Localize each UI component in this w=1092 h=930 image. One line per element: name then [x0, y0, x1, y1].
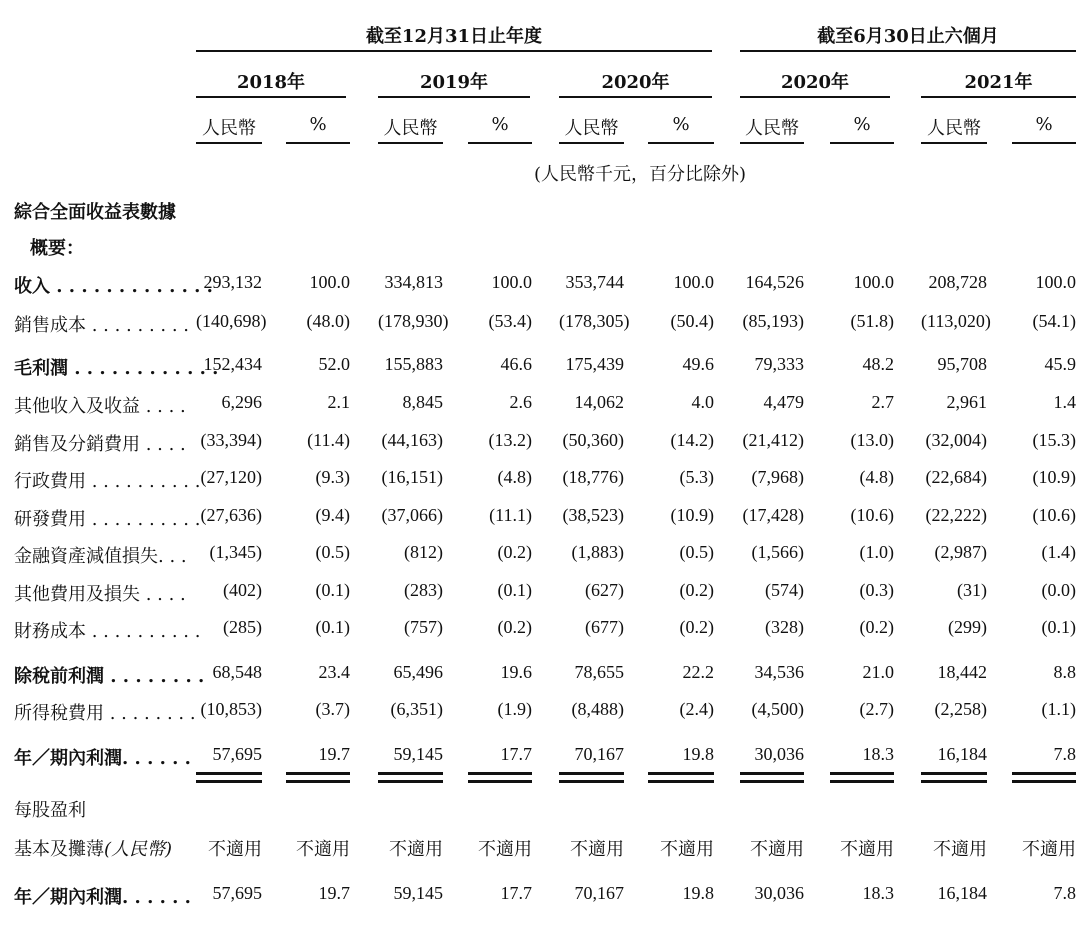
cell-value: (1.1) — [1041, 699, 1076, 719]
cell-value: 18.3 — [862, 744, 894, 764]
year-header-2018: 2018年 — [236, 72, 306, 93]
cell-value: (9.4) — [315, 505, 350, 525]
cell-value: 57,695 — [212, 883, 262, 903]
cell-value: (0.0) — [1041, 580, 1076, 600]
cell-value: 46.6 — [500, 354, 532, 374]
col-header-rmb: 人民幣 — [745, 118, 799, 139]
cell-value: (3.7) — [315, 699, 350, 719]
double-underline — [378, 780, 443, 783]
double-underline — [921, 772, 987, 775]
year-header-2019: 2019年 — [419, 72, 489, 93]
cell-value: (2,258) — [934, 699, 987, 719]
double-underline — [1012, 780, 1076, 783]
cell-value: 17.7 — [500, 744, 532, 764]
cell-value: (0.5) — [315, 542, 350, 562]
col-header-rmb: 人民幣 — [927, 118, 981, 139]
cell-value: (4.8) — [497, 467, 532, 487]
double-underline — [468, 772, 532, 775]
cell-value: 100.0 — [491, 272, 532, 292]
cell-value: (574) — [765, 580, 804, 600]
cell-value: 不適用 — [933, 839, 987, 860]
cell-value: (2.4) — [679, 699, 714, 719]
cell-value: 334,813 — [384, 272, 443, 292]
row-label: 收入 . . . . . . . . . . . . . — [14, 276, 213, 297]
cell-value: (50,360) — [562, 430, 624, 450]
cell-value: (1.4) — [1041, 542, 1076, 562]
cell-value: (8,488) — [571, 699, 624, 719]
cell-value: 353,744 — [565, 272, 624, 292]
cell-value: 4.0 — [691, 392, 714, 412]
unit-note: (人民幣千元，百分比除外) — [533, 164, 747, 185]
cell-value: 70,167 — [574, 883, 624, 903]
year-header-2021-half: 2021年 — [964, 72, 1033, 93]
double-underline — [468, 780, 532, 783]
cell-value: (1,345) — [209, 542, 262, 562]
cell-value: (757) — [404, 617, 443, 637]
cell-value: (13.2) — [488, 430, 532, 450]
cell-value: (10.9) — [670, 505, 714, 525]
cell-value: (11.1) — [489, 505, 532, 525]
cell-value: (11.4) — [307, 430, 350, 450]
row-label: 銷售成本 . . . . . . . . . — [14, 315, 189, 336]
cell-value: (5.3) — [679, 467, 714, 487]
double-underline — [830, 780, 894, 783]
cell-value: (32,004) — [925, 430, 987, 450]
cell-value: (22,222) — [925, 505, 987, 525]
cell-value: (0.2) — [679, 580, 714, 600]
cell-value: (1,883) — [571, 542, 624, 562]
cell-value: 79,333 — [754, 354, 804, 374]
cell-value: (677) — [585, 617, 624, 637]
cell-value: (31) — [957, 580, 987, 600]
col-header-rmb: 人民幣 — [564, 118, 619, 139]
cell-value: (9.3) — [315, 467, 350, 487]
cell-value: (85,193) — [742, 311, 804, 331]
row-label: 毛利潤 . . . . . . . . . . . . — [14, 358, 219, 379]
row-label: 銷售及分銷費用 . . . . — [14, 434, 186, 455]
cell-value: 不適用 — [208, 839, 262, 860]
cell-value: (0.1) — [315, 617, 350, 637]
cell-value: 34,536 — [754, 662, 804, 682]
cell-value: 155,883 — [384, 354, 443, 374]
cell-value: 48.2 — [862, 354, 894, 374]
double-underline — [921, 780, 987, 783]
cell-value: (54.1) — [1032, 311, 1076, 331]
cell-value: (4.8) — [859, 467, 894, 487]
cell-value: 45.9 — [1044, 354, 1076, 374]
col-header-pct: % — [853, 114, 871, 135]
cell-value: (299) — [948, 617, 987, 637]
section-subtitle: 概要： — [30, 238, 84, 259]
cell-value: 不適用 — [478, 839, 532, 860]
double-underline — [830, 772, 894, 775]
cell-value: (27,120) — [200, 467, 262, 487]
cell-value: 100.0 — [673, 272, 714, 292]
double-underline — [1012, 772, 1076, 775]
cell-value: (27,636) — [200, 505, 262, 525]
cell-value: (178,930) — [378, 311, 449, 331]
double-underline — [648, 780, 714, 783]
col-header-rule — [648, 142, 714, 144]
cell-value: (0.1) — [497, 580, 532, 600]
row-label: 研發費用 . . . . . . . . . . — [14, 509, 201, 530]
cell-value: 不適用 — [840, 839, 894, 860]
cell-value: 100.0 — [853, 272, 894, 292]
cell-value: (10.6) — [850, 505, 894, 525]
year-rule — [740, 96, 890, 98]
cell-value: (0.2) — [679, 617, 714, 637]
cell-value: 152,434 — [203, 354, 262, 374]
cell-value: 19.8 — [682, 883, 714, 903]
col-header-pct: % — [672, 114, 690, 135]
cell-value: (48.0) — [306, 311, 350, 331]
cell-value: 不適用 — [660, 839, 714, 860]
cell-value: 19.7 — [318, 744, 350, 764]
cell-value: 2.6 — [509, 392, 532, 412]
double-underline — [196, 780, 262, 783]
cell-value: 16,184 — [937, 744, 987, 764]
cell-value: (627) — [585, 580, 624, 600]
year-rule — [559, 96, 712, 98]
row-label: 金融資產減值損失. . . — [14, 546, 187, 567]
cell-value: 68,548 — [212, 662, 262, 682]
cell-value: 70,167 — [574, 744, 624, 764]
cell-value: (328) — [765, 617, 804, 637]
col-header-rule — [921, 142, 987, 144]
year-rule — [196, 96, 346, 98]
row-label: 年／期內利潤. . . . . . — [14, 887, 191, 908]
cell-value: (37,066) — [381, 505, 443, 525]
cell-value: 17.7 — [500, 883, 532, 903]
cell-value: 2.7 — [871, 392, 894, 412]
row-label: 財務成本 . . . . . . . . . . — [14, 621, 201, 642]
row-label: 所得稅費用 . . . . . . . . — [14, 703, 196, 724]
cell-value: 22.2 — [682, 662, 714, 682]
cell-value: 2,961 — [946, 392, 987, 412]
cell-value: 23.4 — [318, 662, 350, 682]
cell-value: (50.4) — [670, 311, 714, 331]
double-underline — [740, 772, 804, 775]
period-annual-rule — [196, 50, 712, 52]
cell-value: (113,020) — [921, 311, 991, 331]
double-underline — [559, 780, 624, 783]
cell-value: 18.3 — [862, 883, 894, 903]
cell-value: (812) — [404, 542, 443, 562]
cell-value: 不適用 — [750, 839, 804, 860]
cell-value: 100.0 — [309, 272, 350, 292]
cell-value: 78,655 — [574, 662, 624, 682]
cell-value: 不適用 — [1022, 839, 1076, 860]
cell-value: 不適用 — [389, 839, 443, 860]
cell-value: 30,036 — [754, 744, 804, 764]
col-header-rmb: 人民幣 — [383, 118, 438, 139]
cell-value: 6,296 — [221, 392, 262, 412]
cell-value: (0.2) — [497, 617, 532, 637]
col-header-pct: % — [491, 114, 509, 135]
cell-value: (178,305) — [559, 311, 630, 331]
cell-value: (0.1) — [315, 580, 350, 600]
cell-value: 30,036 — [754, 883, 804, 903]
cell-value: (2,987) — [934, 542, 987, 562]
cell-value: (10.6) — [1032, 505, 1076, 525]
double-underline — [740, 780, 804, 783]
double-underline — [648, 772, 714, 775]
period-half-rule — [740, 50, 1076, 52]
cell-value: 2.1 — [327, 392, 350, 412]
cell-value: 不適用 — [296, 839, 350, 860]
cell-value: (6,351) — [390, 699, 443, 719]
year-rule — [378, 96, 530, 98]
col-header-rule — [468, 142, 532, 144]
cell-value: (0.3) — [859, 580, 894, 600]
row-label: 其他收入及收益 . . . . — [14, 396, 186, 417]
cell-value: (44,163) — [381, 430, 443, 450]
cell-value: 4,479 — [763, 392, 804, 412]
cell-value: 7.8 — [1053, 883, 1076, 903]
col-header-rule — [378, 142, 443, 144]
cell-value: (140,698) — [196, 311, 267, 331]
col-header-rule — [286, 142, 350, 144]
cell-value: 164,526 — [745, 272, 804, 292]
row-label: 每股盈利 — [14, 800, 86, 821]
cell-value: (15.3) — [1032, 430, 1076, 450]
cell-value: 52.0 — [318, 354, 350, 374]
cell-value: (1.9) — [497, 699, 532, 719]
cell-value: (283) — [404, 580, 443, 600]
cell-value: (13.0) — [850, 430, 894, 450]
year-header-2020-half: 2020年 — [780, 72, 850, 93]
cell-value: (2.7) — [859, 699, 894, 719]
cell-value: 14,062 — [574, 392, 624, 412]
cell-value: 208,728 — [928, 272, 987, 292]
cell-value: (10.9) — [1032, 467, 1076, 487]
cell-value: (33,394) — [200, 430, 262, 450]
cell-value: 1.4 — [1053, 392, 1076, 412]
cell-value: 59,145 — [393, 883, 443, 903]
cell-value: 19.7 — [318, 883, 350, 903]
col-header-rule — [740, 142, 804, 144]
year-header-2020: 2020年 — [601, 72, 670, 93]
cell-value: 19.8 — [682, 744, 714, 764]
cell-value: 不適用 — [570, 839, 624, 860]
double-underline — [378, 772, 443, 775]
double-underline — [196, 772, 262, 775]
cell-value: (7,968) — [751, 467, 804, 487]
cell-value: 16,184 — [937, 883, 987, 903]
cell-value: (17,428) — [742, 505, 804, 525]
cell-value: 7.8 — [1053, 744, 1076, 764]
cell-value: 293,132 — [203, 272, 262, 292]
cell-value: (10,853) — [200, 699, 262, 719]
cell-value: (285) — [223, 617, 262, 637]
section-title: 綜合全面收益表數據 — [14, 202, 176, 223]
cell-value: (0.2) — [497, 542, 532, 562]
cell-value: 57,695 — [212, 744, 262, 764]
row-label: 除稅前利潤 . . . . . . . . — [14, 666, 205, 687]
col-header-pct: % — [1035, 114, 1053, 135]
double-underline — [559, 772, 624, 775]
row-label: 其他費用及損失 . . . . — [14, 584, 186, 605]
col-header-rule — [196, 142, 262, 144]
cell-value: (0.5) — [679, 542, 714, 562]
cell-value: (1,566) — [751, 542, 804, 562]
cell-value: 21.0 — [862, 662, 894, 682]
cell-value: 49.6 — [682, 354, 714, 374]
col-header-rule — [559, 142, 624, 144]
cell-value: 175,439 — [565, 354, 624, 374]
cell-value: 8,845 — [402, 392, 443, 412]
cell-value: 18,442 — [937, 662, 987, 682]
cell-value: (21,412) — [742, 430, 804, 450]
cell-value: 100.0 — [1035, 272, 1076, 292]
cell-value: 19.6 — [500, 662, 532, 682]
cell-value: (402) — [223, 580, 262, 600]
col-header-rmb: 人民幣 — [202, 118, 256, 139]
cell-value: 59,145 — [393, 744, 443, 764]
row-label: 行政費用 . . . . . . . . . . — [14, 471, 201, 492]
period-half-header: 截至6月30日止六個月 — [817, 26, 999, 47]
period-annual-header: 截至12月31日止年度 — [365, 26, 543, 47]
cell-value: (51.8) — [850, 311, 894, 331]
cell-value: (14.2) — [670, 430, 714, 450]
cell-value: (16,151) — [381, 467, 443, 487]
col-header-rule — [1012, 142, 1076, 144]
cell-value: (38,523) — [562, 505, 624, 525]
col-header-pct: % — [309, 114, 327, 135]
double-underline — [286, 772, 350, 775]
double-underline — [286, 780, 350, 783]
cell-value: (1.0) — [859, 542, 894, 562]
year-rule — [921, 96, 1076, 98]
cell-value: 65,496 — [393, 662, 443, 682]
cell-value: (18,776) — [562, 467, 624, 487]
cell-value: (53.4) — [488, 311, 532, 331]
row-label: 基本及攤薄(人民幣) — [14, 839, 173, 860]
row-label: 年／期內利潤. . . . . . — [14, 748, 191, 769]
cell-value: 95,708 — [937, 354, 987, 374]
cell-value: (22,684) — [925, 467, 987, 487]
cell-value: 8.8 — [1053, 662, 1076, 682]
cell-value: (4,500) — [751, 699, 804, 719]
cell-value: (0.2) — [859, 617, 894, 637]
cell-value: (0.1) — [1041, 617, 1076, 637]
col-header-rule — [830, 142, 894, 144]
